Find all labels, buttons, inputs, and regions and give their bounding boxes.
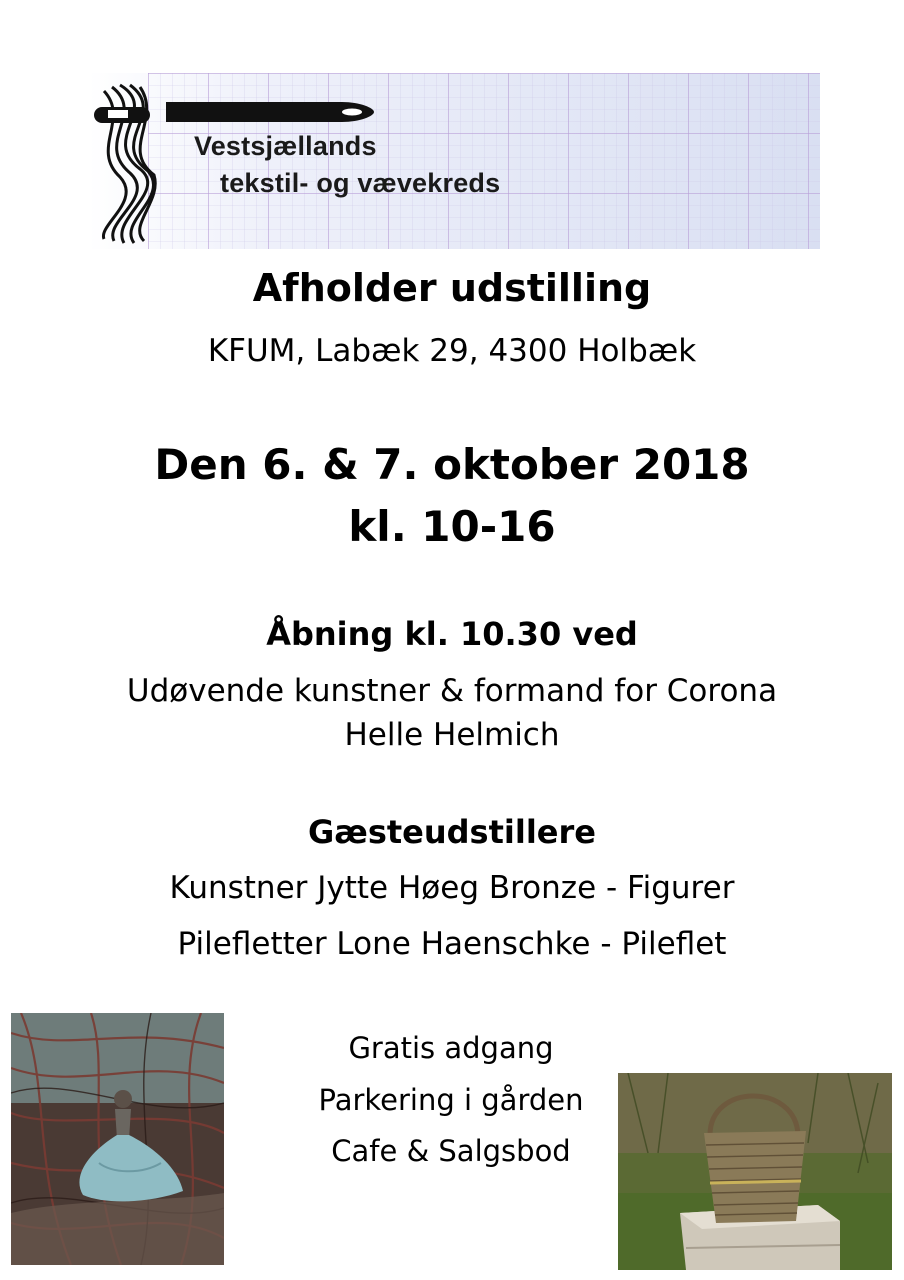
info-item: Cafe & Salgsbod xyxy=(331,1134,571,1168)
event-date: Den 6. & 7. oktober 2018 xyxy=(154,440,750,489)
org-name-line1: Vestsjællands xyxy=(194,131,377,161)
opening-speaker-name: Helle Helmich xyxy=(344,717,560,753)
opening-speaker-role: Udøvende kunstner & formand for Corona xyxy=(126,673,778,709)
info-item: Gratis adgang xyxy=(348,1031,554,1065)
headline: Afholder udstilling xyxy=(252,266,652,310)
yarn-hank-logo-icon xyxy=(90,79,170,247)
address: KFUM, Labæk 29, 4300 Holbæk xyxy=(207,333,697,369)
opening-heading: Åbning kl. 10.30 ved xyxy=(266,615,638,653)
weaving-shuttle-icon xyxy=(164,99,376,125)
event-time: kl. 10-16 xyxy=(348,502,556,551)
header-banner xyxy=(88,73,820,249)
guest-item: Pilefletter Lone Haenschke - Pileflet xyxy=(177,926,727,962)
bronze-figure-photo xyxy=(11,1013,224,1265)
guests-heading: Gæsteudstillere xyxy=(308,813,596,851)
info-item: Parkering i gården xyxy=(318,1083,584,1117)
guest-item: Kunstner Jytte Høeg Bronze - Figurer xyxy=(169,870,735,906)
woven-basket-photo xyxy=(618,1073,892,1270)
org-name-line2: tekstil- og vævekreds xyxy=(220,168,501,198)
